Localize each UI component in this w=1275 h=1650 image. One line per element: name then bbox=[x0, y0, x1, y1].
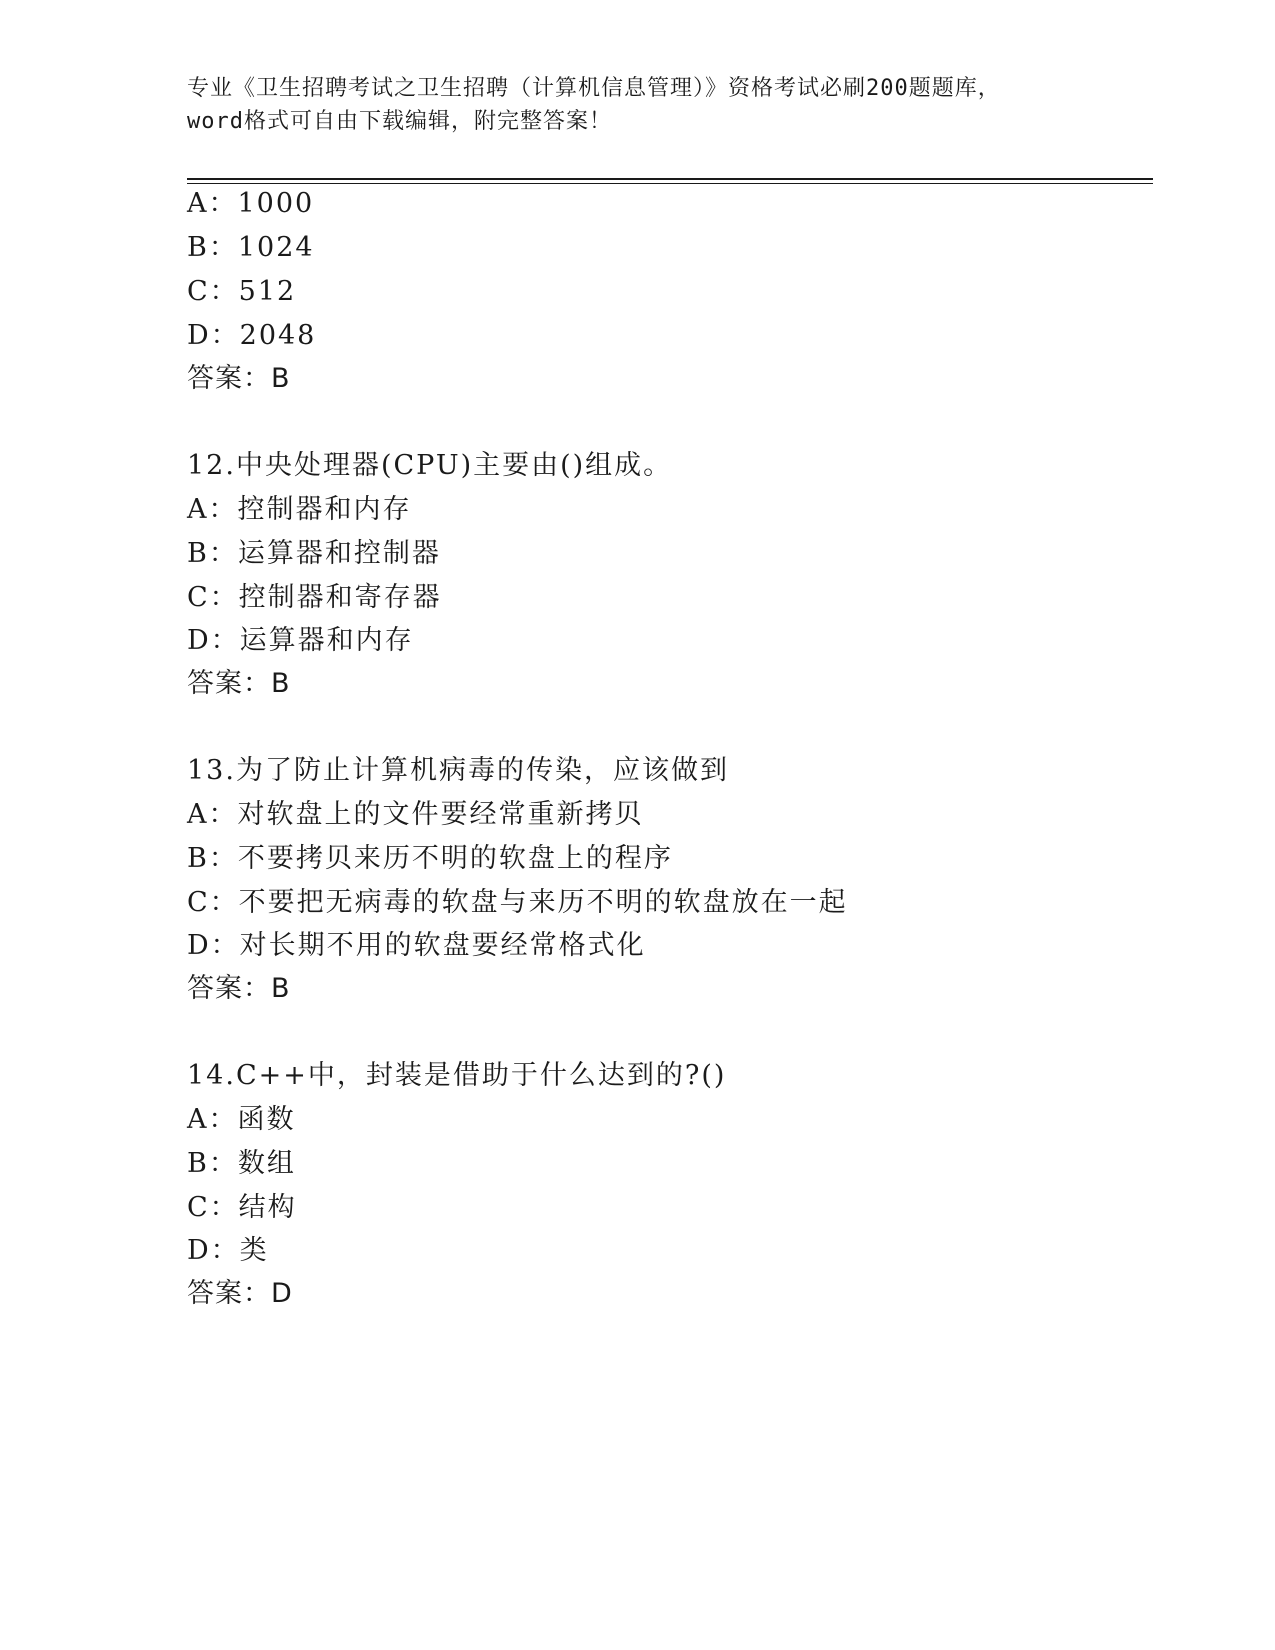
q12-answer: 答案：B bbox=[187, 668, 291, 699]
document-header bbox=[187, 72, 1147, 138]
q14-option-a: A：函数 bbox=[187, 1104, 296, 1135]
q13-option-b: B：不要拷贝来历不明的软盘上的程序 bbox=[187, 843, 673, 874]
header-line-1: 专业《卫生招聘考试之卫生招聘（计算机信息管理）》资格考试必刷200题题库， bbox=[187, 76, 1001, 101]
q13-option-d: D：对长期不用的软盘要经常格式化 bbox=[187, 930, 646, 961]
q14-option-d: D：类 bbox=[187, 1235, 269, 1266]
q14-option-c: C：结构 bbox=[187, 1192, 297, 1223]
q12-option-d: D：运算器和内存 bbox=[187, 625, 414, 656]
q11-option-c: C：512 bbox=[187, 276, 297, 307]
q11-option-d: D：2048 bbox=[187, 320, 317, 351]
header-divider-thin bbox=[187, 183, 1153, 184]
q11-option-a: A：1000 bbox=[187, 188, 315, 219]
header-line-2: word格式可自由下载编辑，附完整答案！ bbox=[187, 109, 612, 134]
q14-option-b: B：数组 bbox=[187, 1148, 296, 1179]
q14-question: 14.C++中，封装是借助于什么达到的?() bbox=[187, 1060, 727, 1091]
q12-option-b: B：运算器和控制器 bbox=[187, 538, 441, 569]
q13-answer: 答案：B bbox=[187, 973, 291, 1004]
q11-option-b: B：1024 bbox=[187, 232, 315, 263]
header-divider-thick bbox=[187, 178, 1153, 180]
q11-answer: 答案：B bbox=[187, 363, 291, 394]
q14-answer: 答案：D bbox=[187, 1278, 293, 1309]
q12-option-a: A：控制器和内存 bbox=[187, 494, 412, 525]
q13-option-c: C：不要把无病毒的软盘与来历不明的软盘放在一起 bbox=[187, 887, 848, 918]
q13-option-a: A：对软盘上的文件要经常重新拷贝 bbox=[187, 799, 644, 830]
q12-option-c: C：控制器和寄存器 bbox=[187, 582, 442, 613]
q13-question: 13.为了防止计算机病毒的传染，应该做到 bbox=[187, 755, 729, 786]
q12-question: 12.中央处理器(CPU)主要由()组成。 bbox=[187, 450, 673, 481]
